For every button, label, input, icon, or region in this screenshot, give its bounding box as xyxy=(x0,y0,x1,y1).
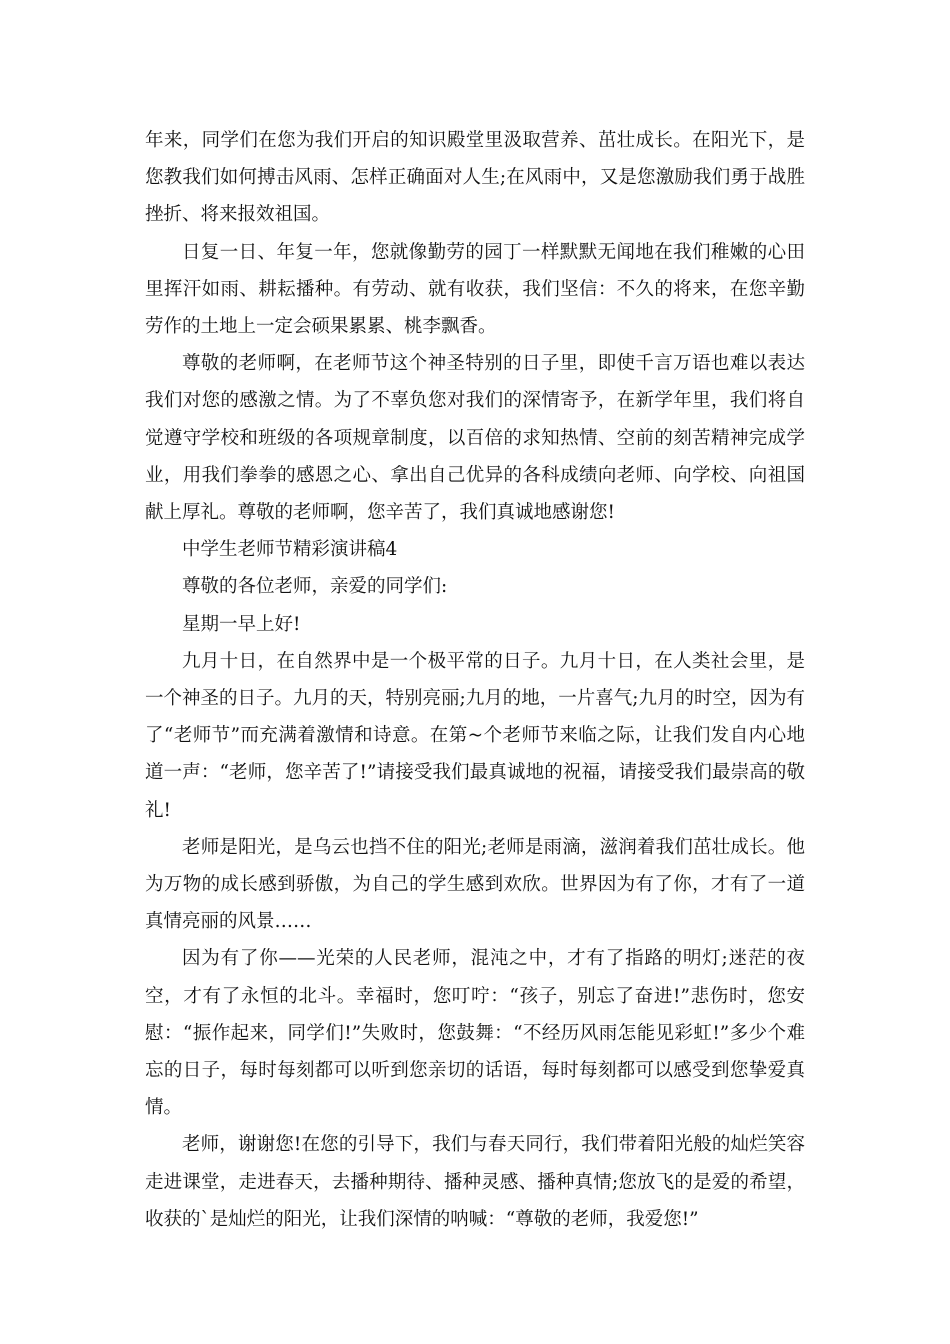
paragraph-2: 日复一日、年复一年，您就像勤劳的园丁一样默默无闻地在我们稚嫩的心田里挥汗如雨、耕耘播种。有劳动、就有收获，我们坚信：不久的将来，在您辛勤劳作的土地上一定会硕果累累、桃李飘香。 xyxy=(145,241,805,338)
paragraph-10: 老师，谢谢您!在您的引导下，我们与春天同行，我们带着阳光般的灿烂笑容走进课堂，走进春天，去播种期待、播种灵感、播种真情;您放飞的是爱的希望，收获的`是灿烂的阳光，让我们深情的呐喊：“尊敬的老师，我爱您!” xyxy=(145,1134,805,1230)
greeting: 星期一早上好! xyxy=(182,613,301,635)
section-title: 中学生老师节精彩演讲稿4 xyxy=(182,539,398,561)
salutation: 尊敬的各位老师，亲爱的同学们: xyxy=(182,576,448,598)
paragraph-8: 老师是阳光，是乌云也挡不住的阳光;老师是雨滴，滋润着我们茁壮成长。他为万物的成长感到骄傲，为自己的学生感到欢欣。世界因为有了你，才有了一道真情亮丽的风景…… xyxy=(145,836,805,933)
document-body xyxy=(145,122,805,1238)
paragraph-9: 因为有了你——光荣的人民老师，混沌之中，才有了指路的明灯;迷茫的夜空，才有了永恒的北斗。幸福时，您叮咛：“孩子，别忘了奋进!”悲伤时，您安慰：“振作起来，同学们!”失败时，您鼓舞：“不经历风雨怎能见彩虹!”多少个难忘的日子，每时每刻都可以听到您亲切的话语，每时每刻都可以感受到您挚爱真情。 xyxy=(145,948,805,1119)
paragraph-7: 九月十日，在自然界中是一个极平常的日子。九月十日，在人类社会里，是一个神圣的日子。九月的天，特别亮丽;九月的地，一片喜气;九月的时空，因为有了“老师节”而充满着激情和诗意。在第~个老师节来临之际，让我们发自内心地道一声：“老师，您辛苦了!”请接受我们最真诚地的祝福，请接受我们最崇高的敬礼! xyxy=(145,650,805,821)
paragraph-3: 尊敬的老师啊，在老师节这个神圣特别的日子里，即使千言万语也难以表达我们对您的感激之情。为了不辜负您对我们的深情寄予，在新学年里，我们将自觉遵守学校和班级的各项规章制度，以百倍的求知热情、空前的刻苦精神完成学业，用我们拳拳的感恩之心、拿出自己优异的各科成绩向老师、向学校、向祖国献上厚礼。尊敬的老师啊，您辛苦了，我们真诚地感谢您! xyxy=(145,353,805,524)
paragraph-1: 年来，同学们在您为我们开启的知识殿堂里汲取营养、茁壮成长。在阳光下，是您教我们如何搏击风雨、怎样正确面对人生;在风雨中，又是您激励我们勇于战胜挫折、将来报效祖国。 xyxy=(145,130,805,226)
